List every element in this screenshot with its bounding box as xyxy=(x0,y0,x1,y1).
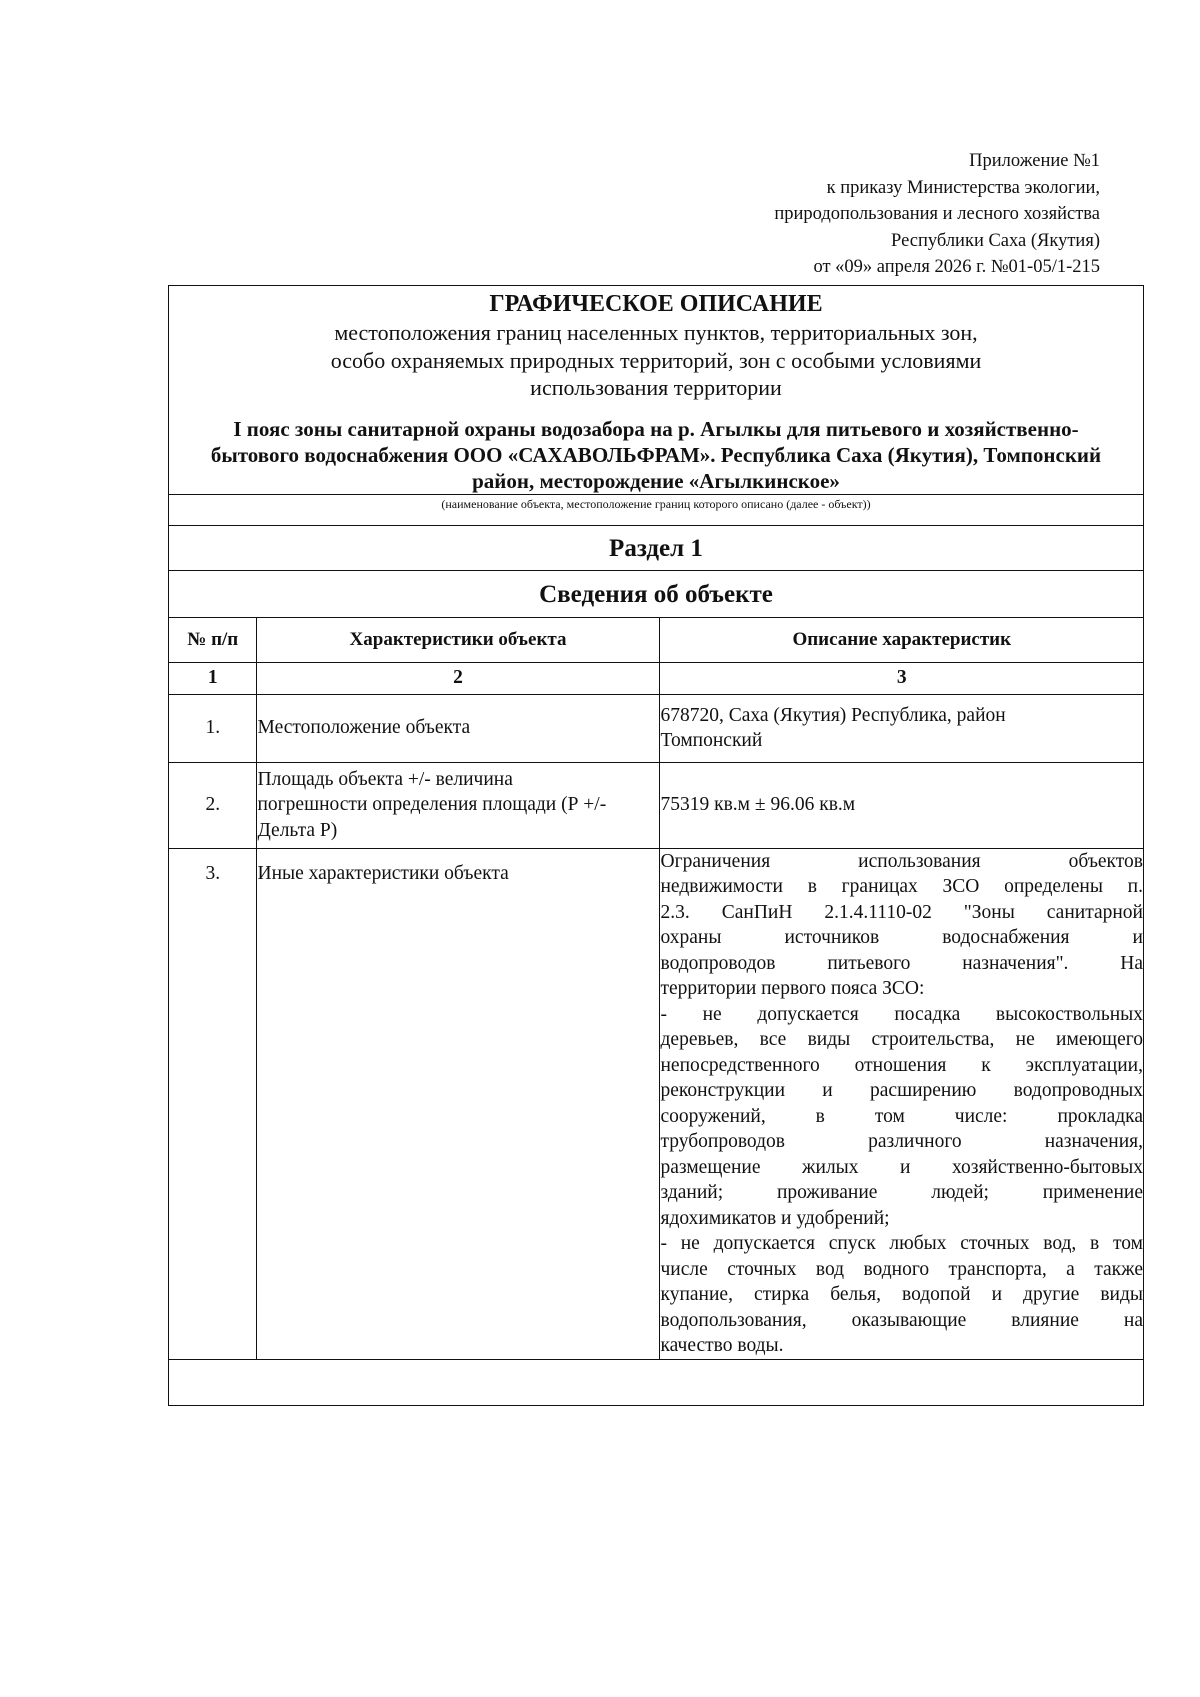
description-line: 75319 кв.м ± 96.06 кв.м xyxy=(660,794,856,816)
table-row xyxy=(169,694,1143,762)
appendix-line: Республики Саха (Якутия) xyxy=(891,230,1100,251)
empty-footer-row xyxy=(169,1359,1143,1405)
document-title: ГРАФИЧЕСКОЕ ОПИСАНИЕ xyxy=(489,291,823,317)
description-line: Ограничения использования объектов xyxy=(660,850,1143,872)
row-number: 1. xyxy=(169,694,256,762)
description-line: размещение жилых и хозяйственно-бытовых xyxy=(660,1156,1143,1178)
description-cell xyxy=(659,848,1143,1359)
description-line: Томпонский xyxy=(660,730,763,751)
column-header: № п/п xyxy=(169,617,256,662)
description-line: 678720, Саха (Якутия) Республика, район xyxy=(660,704,1006,726)
description-line: купание, стирка белья, водопой и другие виды xyxy=(660,1284,1143,1305)
column-number: 1 xyxy=(169,662,256,694)
description-line: зданий; проживание людей; применение xyxy=(660,1182,1143,1203)
description-line: непосредственного отношения к эксплуатации, xyxy=(660,1054,1143,1076)
object-name-line: I пояс зоны санитарной охраны водозабора на р. Агылкы для питьевого и хозяйственно- xyxy=(233,416,1079,441)
object-name-line: бытового водоснабжения ООО «САХАВОЛЬФРАМ». Республика Саха (Якутия), Томпонский xyxy=(210,442,1102,467)
column-number: 3 xyxy=(659,662,1143,694)
description-line: сооружений, в том числе: прокладка xyxy=(660,1105,1143,1127)
object-name-line: район, месторождение «Агылкинское» xyxy=(472,468,840,493)
column-number-row xyxy=(169,662,1143,694)
description-line: числе сточных вод водного транспорта, а также xyxy=(660,1258,1143,1280)
description-line: территории первого пояса ЗСО: xyxy=(660,978,925,999)
row-number: 3. xyxy=(169,848,256,1359)
description-line: - не допускается спуск любых сточных вод, в том xyxy=(660,1233,1143,1254)
description-line: трубопроводов различного назначения, xyxy=(660,1131,1143,1152)
description-line: охраны источников водоснабжения и xyxy=(660,927,1143,948)
characteristic-cell xyxy=(256,762,659,848)
description-line: реконструкции и расширению водопроводных xyxy=(660,1080,1143,1101)
characteristic-line: Иные характеристики объекта xyxy=(257,862,509,884)
column-header: Характеристики объекта xyxy=(256,617,659,662)
table-header-row xyxy=(169,617,1143,662)
subtitle-line: использования территории xyxy=(530,375,782,400)
appendix-block xyxy=(600,148,1100,281)
description-cell xyxy=(659,762,1143,848)
column-number: 2 xyxy=(256,662,659,694)
appendix-line: Приложение №1 xyxy=(969,151,1100,171)
object-note: (наименование объекта, местоположение границ которого описано (далее - объект)) xyxy=(169,494,1143,525)
description-cell xyxy=(659,694,1143,762)
description-line: деревьев, все виды строительства, не имеющего xyxy=(660,1029,1143,1050)
object-name xyxy=(169,416,1143,494)
table-row xyxy=(169,762,1143,848)
description-line: недвижимости в границах ЗСО определены п. xyxy=(660,876,1143,897)
characteristic-line: погрешности определения площади (Р +/- xyxy=(257,794,607,816)
characteristic-line: Дельта Р) xyxy=(257,819,338,841)
characteristic-cell xyxy=(256,694,659,762)
document-frame xyxy=(168,285,1144,1406)
characteristics-table xyxy=(169,617,1143,1359)
description-line: 2.3. СанПиН 2.1.4.1110-02 "Зоны санитарной xyxy=(660,901,1143,923)
appendix-line: от «09» апреля 2026 г. №01-05/1-215 xyxy=(813,257,1100,277)
section-title: Раздел 1 xyxy=(169,525,1143,570)
description-line: водопроводов питьевого назначения". На xyxy=(660,952,1143,974)
table-row xyxy=(169,848,1143,1359)
description-line: водопользования, оказывающие влияние на xyxy=(660,1309,1143,1331)
row-number: 2. xyxy=(169,762,256,848)
description-line: качество воды. xyxy=(660,1335,784,1356)
document-header xyxy=(169,286,1143,494)
subtitle-line: местоположения границ населенных пунктов, территориальных зон, xyxy=(334,320,978,345)
characteristic-line: Площадь объекта +/- величина xyxy=(257,768,513,790)
appendix-line: к приказу Министерства экологии, xyxy=(826,177,1100,198)
characteristic-cell xyxy=(256,848,659,1359)
appendix-line: природопользования и лесного хозяйства xyxy=(774,204,1100,224)
description-line: - не допускается посадка высокоствольных xyxy=(660,1003,1143,1025)
characteristic-line: Местоположение объекта xyxy=(257,717,471,739)
section-subtitle: Сведения об объекте xyxy=(169,570,1143,617)
description-line: ядохимикатов и удобрений; xyxy=(660,1207,890,1229)
column-header: Описание характеристик xyxy=(659,617,1143,662)
subtitle-line: особо охраняемых природных территорий, зон с особыми условиями xyxy=(330,347,982,373)
